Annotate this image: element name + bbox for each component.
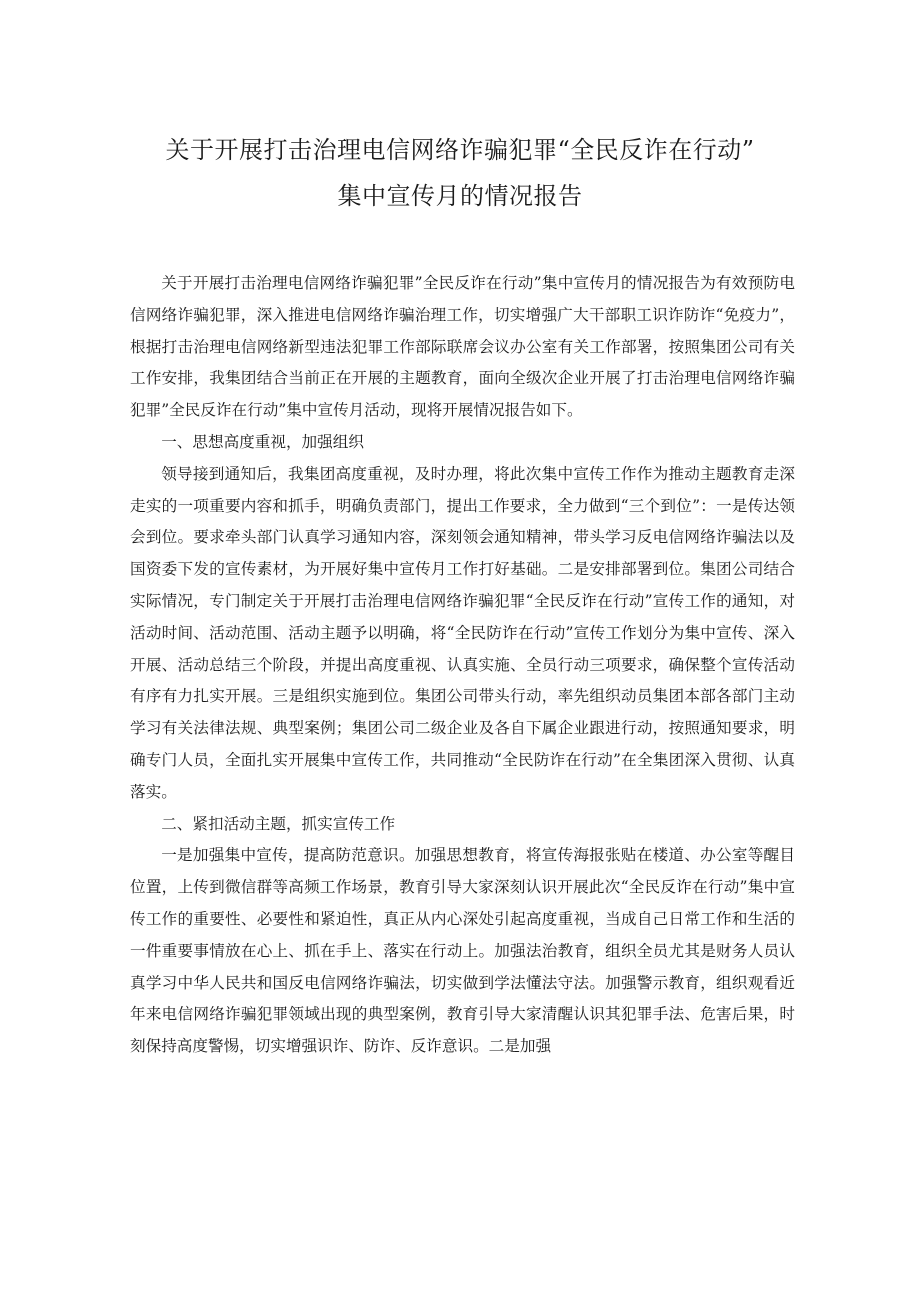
section-heading-1: 一、思想高度重视，加强组织 <box>161 432 364 451</box>
document-title-line-1: 关于开展打击治理电信网络诈骗犯罪“全民反诈在行动” <box>165 136 755 164</box>
section-heading-2: 二、紧扣活动主题，抓实宣传工作 <box>161 814 396 833</box>
intro-paragraph: 关于开展打击治理电信网络诈骗犯罪”全民反诈在行动”集中宣传月的情况报告为有效预防电信网络诈骗犯罪，深入推进电信网络诈骗治理工作，切实增强广大干部职工识诈防诈“免疫力”，根据打击治理电信网络新型违法犯罪工作部际联席会议办公室有关工作部署，按照集团公司有关工作安排，我集团结合当前正在开展的主题教育，面向全级次企业开展了打击治理电信网络诈骗犯罪”全民反诈在行动”集中宣传月活动，现将开展情况报告如下。 <box>130 274 795 420</box>
section-1-paragraph: 领导接到通知后，我集团高度重视，及时办理，将此次集中宣传工作作为推动主题教育走深走实的一项重要内容和抓手，明确负责部门，提出工作要求，全力做到“三个到位”：一是传达领会到位。要求牵头部门认真学习通知内容，深刻领会通知精神，带头学习反电信网络诈骗法以及国资委下发的宣传素材，为开展好集中宣传月工作打好基础。二是安排部署到位。集团公司结合实际情况，专门制定关于开展打击治理电信网络诈骗犯罪“全民反诈在行动”宣传工作的通知，对活动时间、活动范围、活动主题予以明确，将“全民防诈在行动”宣传工作划分为集中宣传、深入开展、活动总结三个阶段，并提出高度重视、认真实施、全员行动三项要求，确保整个宣传活动有序有力扎实开展。三是组织实施到位。集团公司带头行动，率先组织动员集团本部各部门主动学习有关法律法规、典型案例；集团公司二级企业及各自下属企业跟进行动，按照通知要求，明确专门人员，全面扎实开展集中宣传工作，共同推动“全民防诈在行动”在全集团深入贯彻、认真落实。 <box>130 464 795 801</box>
document-body <box>130 268 795 1063</box>
document-title-line-2: 集中宣传月的情况报告 <box>337 182 583 210</box>
section-2-paragraph: 一是加强集中宣传，提高防范意识。加强思想教育，将宣传海报张贴在楼道、办公室等醒目位置，上传到微信群等高频工作场景，教育引导大家深刻认识开展此次“全民反诈在行动”集中宣传工作的重要性、必要性和紧迫性，真正从内心深处引起高度重视，当成自己日常工作和生活的一件重要事情放在心上、抓在手上、落实在行动上。加强法治教育，组织全员尤其是财务人员认真学习中华人民共和国反电信网络诈骗法，切实做到学法懂法守法。加强警示教育，组织观看近年来电信网络诈骗犯罪领域出现的典型案例，教育引导大家清醒认识其犯罪手法、危害后果，时刻保持高度警惕，切实增强识诈、防诈、反诈意识。二是加强 <box>130 846 795 1056</box>
